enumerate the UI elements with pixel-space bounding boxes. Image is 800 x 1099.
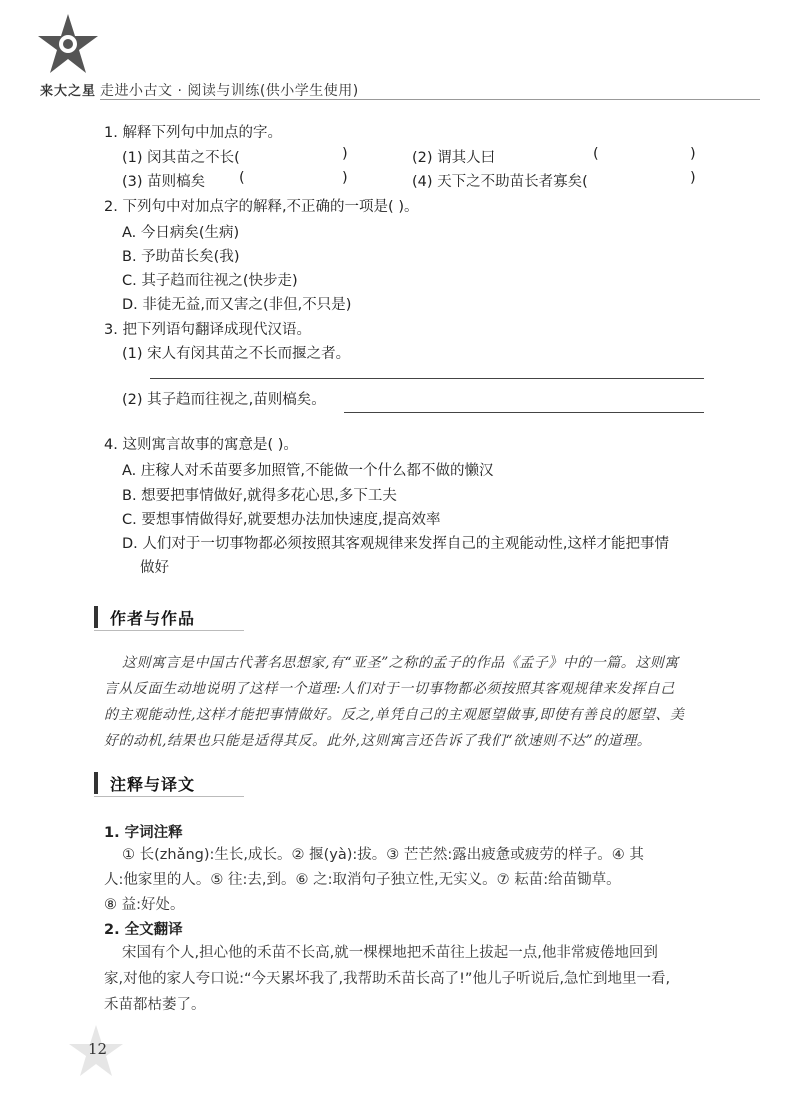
author-line-1: 这则寓言是中国古代著名思想家,有“亚圣”之称的孟子的作品《孟子》中的一篇。这则寓 bbox=[122, 655, 679, 671]
translation-line-1: 宋国有个人,担心他的禾苗不长高,就一棵棵地把禾苗往上拔起一点,他非常疲倦地回到 bbox=[122, 945, 658, 961]
q1-item-3: (3) 苗则槁矣 bbox=[122, 174, 206, 190]
page-number: 12 bbox=[88, 1040, 108, 1058]
notes-section-underline bbox=[94, 796, 244, 797]
question-4-stem: 4. 这则寓言故事的寓意是( )。 bbox=[104, 437, 298, 453]
question-1-stem: 1. 解释下列句中加点的字。 bbox=[104, 125, 282, 141]
q2-option-b: B. 予助苗长矣(我) bbox=[122, 249, 240, 265]
q4-option-a: A. 庄稼人对禾苗要多加照管,不能做一个什么都不做的懒汉 bbox=[122, 463, 494, 479]
author-section-marker bbox=[94, 606, 98, 628]
q1-item-2-close: ) bbox=[690, 146, 696, 162]
author-line-3: 的主观能动性,这样才能把事情做好。反之,单凭自己的主观愿望做事,即使有善良的愿望、美 bbox=[104, 707, 685, 723]
notes-line-3: ⑧ 益:好处。 bbox=[104, 897, 185, 913]
q3-answer-line-1 bbox=[150, 378, 704, 379]
header-divider bbox=[100, 99, 760, 100]
notes-subheading-2: 2. 全文翻译 bbox=[104, 922, 183, 938]
q4-option-c: C. 要想事情做得好,就要想办法加快速度,提高效率 bbox=[122, 512, 441, 528]
series-title: 走进小古文 · 阅读与训练(供小学生使用) bbox=[100, 83, 359, 99]
q1-item-4: (4) 天下之不助苗长者寡矣( bbox=[412, 174, 588, 190]
q1-item-1: (1) 闵其苗之不长( bbox=[122, 150, 240, 166]
q2-option-a: A. 今日病矣(生病) bbox=[122, 225, 240, 241]
author-section-heading: 作者与作品 bbox=[110, 609, 196, 628]
q1-item-2-open: ( bbox=[593, 146, 599, 162]
q2-option-d: D. 非徒无益,而又害之(非但,不只是) bbox=[122, 297, 352, 313]
q4-option-b: B. 想要把事情做好,就得多花心思,多下工夫 bbox=[122, 488, 397, 504]
q3-answer-line-2 bbox=[344, 412, 704, 413]
notes-line-1: ① 长(zhǎng):生长,成长。② 揠(yà):拔。③ 芒芒然:露出疲惫或疲劳的样子。④ 其 bbox=[122, 847, 644, 863]
q4-option-d-continued: 做好 bbox=[140, 560, 169, 576]
q1-item-2: (2) 谓其人曰 bbox=[412, 150, 496, 166]
q2-option-c: C. 其子趋而往视之(快步走) bbox=[122, 273, 298, 289]
q3-item-2: (2) 其子趋而往视之,苗则槁矣。 bbox=[122, 392, 326, 408]
question-2-stem: 2. 下列句中对加点字的解释,不正确的一项是( )。 bbox=[104, 199, 419, 215]
q4-option-d: D. 人们对于一切事物都必须按照其客观规律来发挥自己的主观能动性,这样才能把事情 bbox=[122, 536, 669, 552]
question-3-stem: 3. 把下列语句翻译成现代汉语。 bbox=[104, 322, 311, 338]
q1-item-1-close: ) bbox=[342, 146, 348, 162]
author-section-underline bbox=[94, 630, 244, 631]
q1-item-3-open: ( bbox=[239, 170, 245, 186]
author-line-2: 言从反面生动地说明了这样一个道理:人们对于一切事物都必须按照其客观规律来发挥自己 bbox=[104, 681, 675, 697]
author-line-4: 好的动机,结果也只能是适得其反。此外,这则寓言还告诉了我们“欲速则不达”的道理。 bbox=[104, 733, 652, 749]
notes-section-heading: 注释与译文 bbox=[110, 775, 196, 794]
q1-item-3-close: ) bbox=[342, 170, 348, 186]
q1-item-4-close: ) bbox=[690, 170, 696, 186]
notes-subheading-1: 1. 字词注释 bbox=[104, 825, 183, 841]
translation-line-2: 家,对他的家人夸口说:“今天累坏我了,我帮助禾苗长高了!”他儿子听说后,急忙到地里一看, bbox=[104, 971, 671, 987]
q3-item-1: (1) 宋人有闵其苗之不长而揠之者。 bbox=[122, 346, 351, 362]
star-logo-icon bbox=[36, 12, 100, 76]
notes-section-marker bbox=[94, 772, 98, 794]
translation-line-3: 禾苗都枯萎了。 bbox=[104, 997, 206, 1013]
brand-label: 来大之星 bbox=[40, 84, 97, 99]
notes-line-2: 人:他家里的人。⑤ 往:去,到。⑥ 之:取消句子独立性,无实义。⑦ 耘苗:给苗锄草。 bbox=[104, 872, 621, 888]
